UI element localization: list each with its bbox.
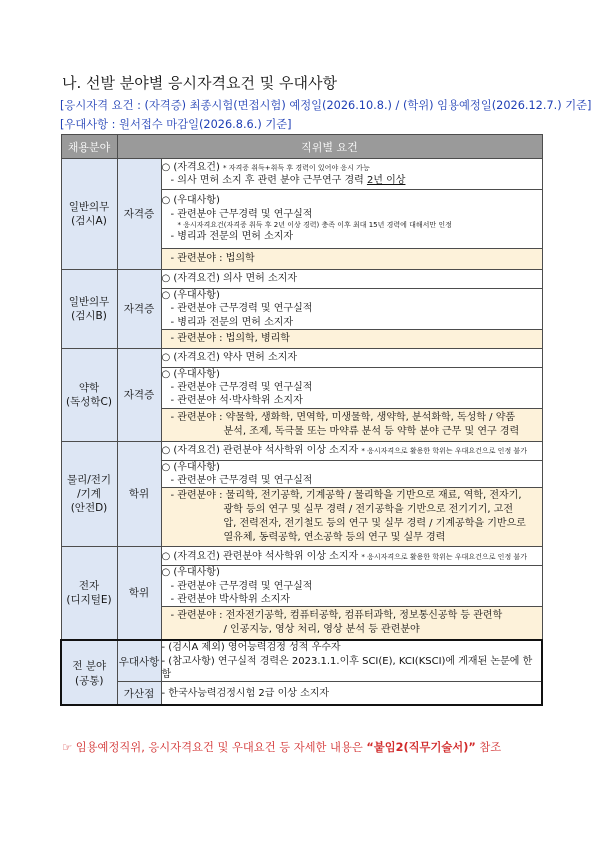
requirements-table <box>60 134 543 706</box>
table-row <box>61 547 542 566</box>
type-cell: 학위 <box>117 547 161 640</box>
header-field: 채용분야 <box>61 135 117 159</box>
related-field-cell: - 관련분야 : 약물학, 생화학, 면역학, 미생물학, 생약학, 분석화학, 독성학 / 약품 분석, 조제, 독극물 또는 마약류 분석 등 약학 분야 근무 및 연구 경력 <box>161 408 542 441</box>
table-row <box>61 159 542 190</box>
section-heading: 나. 선발 분야별 응시자격요건 및 우대사항 <box>62 74 337 92</box>
field-cell: 약학 (독성학C) <box>61 348 117 441</box>
type-cell: 자격증 <box>117 159 161 270</box>
requirement-cell: ○ (자격요건) 관련분야 석사학위 이상 소지자 * 응시자격으로 활용한 학위는 우대요건으로 인정 불가 <box>161 547 542 566</box>
type-cell: 자격증 <box>117 348 161 441</box>
related-field-cell: - 관련분야 : 법의학 <box>161 249 542 270</box>
requirement-cell: ○ (자격요건) 의사 면허 소지자 <box>161 270 542 289</box>
type-cell: 학위 <box>117 441 161 547</box>
table-row <box>61 441 542 460</box>
attachment-reference: “붙임2(직무기술서)” <box>366 741 476 754</box>
common-preference-cell: - (검시A 제외) 영어능력검정 성적 우수자 - (참고사항) 연구실적 경력은 2023.1.1.이후 SCI(E), KCI(KSCI)에 게재된 논문에 한함 <box>161 640 542 681</box>
field-cell: 물리/전기 /기계 (안전D) <box>61 441 117 547</box>
header-requirements: 직위별 요건 <box>117 135 542 159</box>
related-field-cell: - 관련분야 : 법의학, 병리학 <box>161 329 542 348</box>
footer-note: ☞ 임용예정직위, 응시자격요건 및 우대요건 등 자세한 내용은 “붙임2(직무기술서)” 참조 <box>62 741 502 754</box>
field-cell: 전 분야 (공통) <box>61 640 117 705</box>
table-row <box>61 270 542 289</box>
preference-cell: ○ (우대사항) - 관련분야 근무경력 및 연구실적 * 응시자격요건(자격증 취득 후 2년 이상 경력) 충족 이후 최대 15년 경력에 대해서만 인정 - 병리과 전문의 면허 소지자 <box>161 190 542 249</box>
preference-label: 우대사항 <box>117 640 161 681</box>
table-row <box>61 348 542 367</box>
bonus-cell: - 한국사능력검정시험 2급 이상 소지자 <box>161 682 542 706</box>
type-cell: 자격증 <box>117 270 161 349</box>
related-field-cell: - 관련분야 : 전자전기공학, 컴퓨터공학, 컴퓨터과학, 정보통신공학 등 관련학 / 인공지능, 영상 처리, 영상 분석 등 관련분야 <box>161 607 542 641</box>
requirement-cell: ○ (자격요건) 관련분야 석사학위 이상 소지자 * 응시자격으로 활용한 학위는 우대요건으로 인정 불가 <box>161 441 542 460</box>
preference-cell: ○ (우대사항) - 관련분야 근무경력 및 연구실적 - 병리과 전문의 면허 소지자 <box>161 289 542 330</box>
field-cell: 일반의무 (검시B) <box>61 270 117 349</box>
table-row-common <box>61 640 542 681</box>
requirement-cell: ○ (자격요건) * 자격증 취득+취득 후 경력이 있어야 응시 가능 - 의사 면허 소지 후 관련 분야 근무연구 경력 2년 이상 <box>161 159 542 190</box>
field-cell: 전자 (디지털E) <box>61 547 117 640</box>
related-field-cell: - 관련분야 : 물리학, 전기공학, 기계공학 / 물리학을 기반으로 재료, 역학, 전자기, 광학 등의 연구 및 실무 경력 / 전기공학을 기반으로 전기기기, 고전 압, 전력전자, 전기철도 등의 연구 및 실무 경력 / 기계공학을 기반으로 열유체, 동력공학, 연소공학 등의 연구 및 실무 경력 <box>161 488 542 547</box>
preference-cell: ○ (우대사항) - 관련분야 근무경력 및 연구실적 - 관련분야 박사학위 소지자 <box>161 566 542 607</box>
bonus-label: 가산점 <box>117 682 161 706</box>
preference-cell: ○ (우대사항) - 관련분야 근무경력 및 연구실적 <box>161 460 542 488</box>
eligibility-basis-note: [응시자격 요건 : (자격증) 최종시험(면접시험) 예정일(2026.10.8.) / (학위) 임용예정일(2026.12.7.) 기준] <box>60 99 592 112</box>
requirement-cell: ○ (자격요건) 약사 면허 소지자 <box>161 348 542 367</box>
preference-cell: ○ (우대사항) - 관련분야 근무경력 및 연구실적 - 관련분야 석·박사학위 소지자 <box>161 367 542 408</box>
preference-basis-note: [우대사항 : 원서접수 마감일(2026.8.6.) 기준] <box>60 118 292 131</box>
field-cell: 일반의무 (검시A) <box>61 159 117 270</box>
